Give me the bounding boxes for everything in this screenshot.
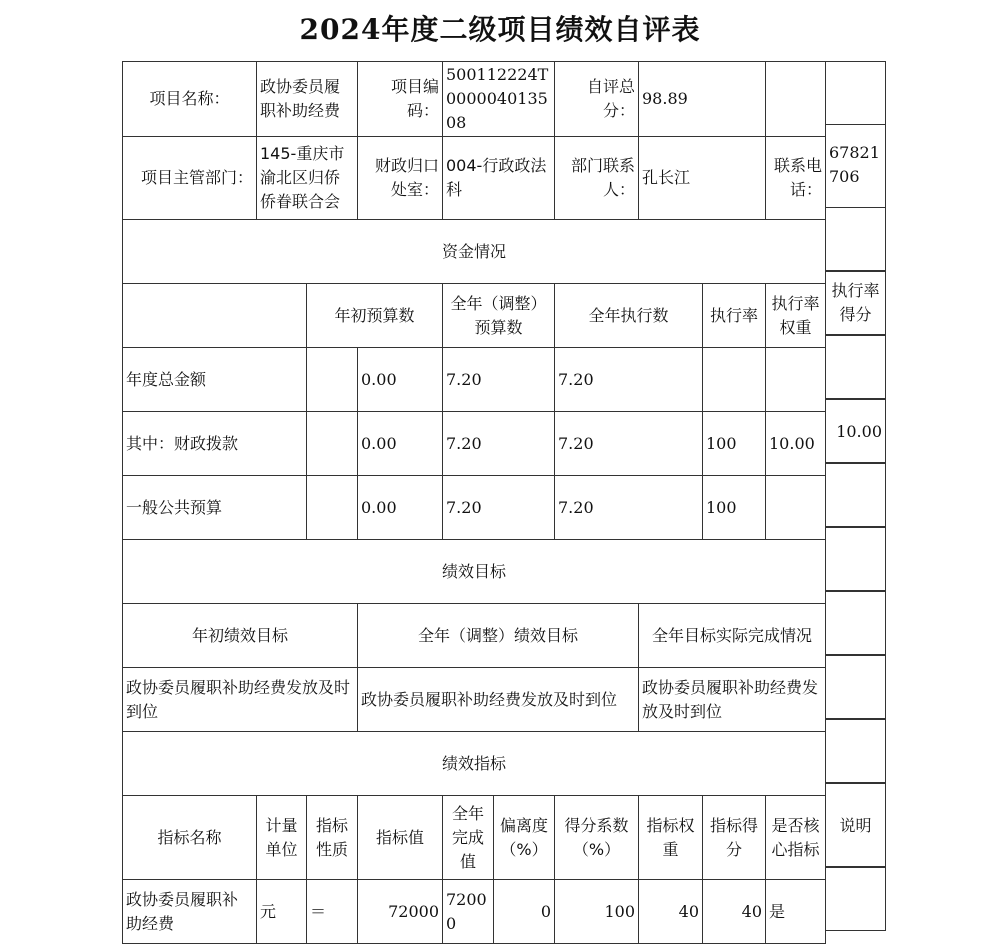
ind-target: 72000	[358, 880, 443, 944]
empty-cell	[826, 655, 886, 719]
empty-cell	[307, 348, 358, 412]
ind-unit: 元	[257, 880, 307, 944]
dept: 145-重庆市渝北区归侨侨眷联合会	[257, 137, 358, 220]
funds-row	[123, 348, 826, 412]
empty-cell	[307, 412, 358, 476]
ind-header-target: 指标值	[358, 796, 443, 880]
funds-header-weight: 执行率权重	[766, 284, 826, 348]
goals-section-title: 绩效目标	[123, 540, 826, 604]
funds-row-adjusted: 7.20	[443, 476, 555, 540]
empty-cell	[766, 62, 826, 137]
ind-note	[826, 867, 886, 931]
funds-row-label: 其中：财政拨款	[123, 412, 307, 476]
goals-value-row	[123, 668, 826, 732]
funds-header-initial: 年初预算数	[307, 284, 443, 348]
goals-header-actual: 全年目标实际完成情况	[639, 604, 826, 668]
info-row-1	[123, 62, 826, 137]
funds-row-initial: 0.00	[358, 476, 443, 540]
contact-label: 部门联系人：	[555, 137, 639, 220]
funds-section-title: 资金情况	[123, 220, 826, 284]
funds-row-score: 10.00	[826, 399, 886, 463]
funds-row-rate: 100	[703, 412, 766, 476]
phone-label: 联系电话：	[766, 137, 826, 220]
goals-header-adjusted: 全年（调整）绩效目标	[358, 604, 639, 668]
goals-header-initial: 年初绩效目标	[123, 604, 358, 668]
indicators-header-row	[123, 796, 826, 880]
funds-row-executed: 7.20	[555, 348, 703, 412]
finance-office-label: 财政归口处室：	[358, 137, 443, 220]
funds-row-rate: 100	[703, 476, 766, 540]
funds-row-initial: 0.00	[358, 348, 443, 412]
funds-row	[123, 412, 826, 476]
contact: 孔长江	[639, 137, 766, 220]
self-score-label: 自评总分：	[555, 62, 639, 137]
funds-row-adjusted: 7.20	[443, 348, 555, 412]
indicators-section-title: 绩效指标	[123, 732, 826, 796]
ind-core: 是	[766, 880, 826, 944]
goal-adjusted: 政协委员履职补助经费发放及时到位	[358, 668, 639, 732]
dept-label: 项目主管部门：	[123, 137, 257, 220]
ind-header-deviation: 偏离度（%）	[494, 796, 555, 880]
funds-row-initial: 0.00	[358, 412, 443, 476]
indicator-row	[123, 880, 826, 944]
project-code-label: 项目编码：	[358, 62, 443, 137]
info-row-2	[123, 137, 826, 220]
funds-row-label: 一般公共预算	[123, 476, 307, 540]
goal-actual: 政协委员履职补助经费发放及时到位	[639, 668, 826, 732]
project-name-label: 项目名称：	[123, 62, 257, 137]
ind-header-unit: 计量单位	[257, 796, 307, 880]
self-score: 98.89	[639, 62, 766, 137]
ind-score: 40	[703, 880, 766, 944]
ind-coef: 100	[555, 880, 639, 944]
funds-row-weight	[766, 348, 826, 412]
ind-header-weight: 指标权重	[639, 796, 703, 880]
goals-section-row	[123, 540, 826, 604]
finance-office: 004-行政政法科	[443, 137, 555, 220]
funds-row-label: 年度总金额	[123, 348, 307, 412]
project-code: 500112224T000004013508	[443, 62, 555, 137]
project-name: 政协委员履职补助经费	[257, 62, 358, 137]
indicators-section-row	[123, 732, 826, 796]
phone-value: 67821706	[826, 124, 886, 208]
ind-header-actual: 全年完成值	[443, 796, 494, 880]
evaluation-table	[122, 61, 826, 944]
ind-header-name: 指标名称	[123, 796, 257, 880]
ind-weight: 40	[639, 880, 703, 944]
ind-deviation: 0	[494, 880, 555, 944]
funds-row-executed: 7.20	[555, 412, 703, 476]
goal-initial: 政协委员履职补助经费发放及时到位	[123, 668, 358, 732]
funds-section-row	[123, 220, 826, 284]
funds-header-row	[123, 284, 826, 348]
funds-header-executed: 全年执行数	[555, 284, 703, 348]
ind-header-core: 是否核心指标	[766, 796, 826, 880]
ind-name: 政协委员履职补助经费	[123, 880, 257, 944]
funds-row-weight	[766, 476, 826, 540]
empty-cell	[307, 476, 358, 540]
ind-nature: ＝	[307, 880, 358, 944]
empty-cell	[826, 719, 886, 783]
empty-cell	[826, 61, 886, 125]
funds-row-executed: 7.20	[555, 476, 703, 540]
funds-row-weight: 10.00	[766, 412, 826, 476]
funds-header-score: 执行率得分	[826, 271, 886, 335]
funds-row-rate	[703, 348, 766, 412]
empty-cell	[826, 527, 886, 591]
goals-header-row	[123, 604, 826, 668]
empty-cell	[826, 207, 886, 271]
ind-header-note: 说明	[826, 783, 886, 867]
ind-header-coef: 得分系数（%）	[555, 796, 639, 880]
funds-row-score	[826, 335, 886, 399]
funds-row-adjusted: 7.20	[443, 412, 555, 476]
empty-cell	[826, 591, 886, 655]
funds-header-adjusted: 全年（调整）预算数	[443, 284, 555, 348]
funds-header-rate: 执行率	[703, 284, 766, 348]
page-title: 2024年度二级项目绩效自评表	[299, 13, 701, 46]
funds-header-blank	[123, 284, 307, 348]
funds-row-score	[826, 463, 886, 527]
ind-header-nature: 指标性质	[307, 796, 358, 880]
ind-header-score: 指标得分	[703, 796, 766, 880]
ind-actual: 72000	[443, 880, 494, 944]
funds-row	[123, 476, 826, 540]
